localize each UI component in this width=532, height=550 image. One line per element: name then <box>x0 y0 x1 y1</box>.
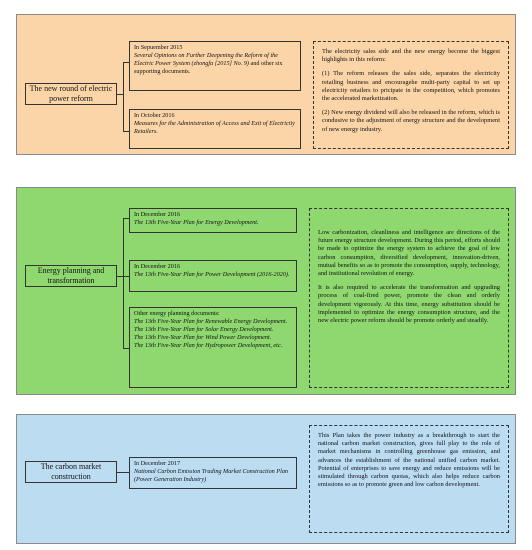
document-date: Other energy planning documents: <box>134 310 220 317</box>
document-box <box>129 109 301 149</box>
category-label: The carbon market construction <box>40 462 102 481</box>
category-label: Energy planning and transformation <box>37 266 105 285</box>
category-label: The new round of electric power reform <box>29 84 113 103</box>
document-title: The 13th Five-Year Plan for Energy Development. <box>134 219 259 226</box>
category-box-energy-planning <box>25 265 117 287</box>
document-title: Several Opinions on Further Deepening the Reform of the Electric Power System (zhongfa [2015] No. 9) <box>134 52 279 67</box>
document-date: In December 2016 <box>134 211 181 218</box>
document-suffix: and other six supporting documents. <box>134 60 283 75</box>
connector-line <box>117 472 129 473</box>
panel-power-reform <box>16 14 516 155</box>
document-title: National Carbon Emission Trading Market Construction Plan (Power Generation Industry) <box>134 468 289 483</box>
document-date: In Sepuember 2015 <box>134 44 183 51</box>
highlight-text: The electricity sales side and the new energy become the biggest highlights in this reform: <box>322 48 500 64</box>
highlights-box <box>309 425 509 533</box>
document-box <box>129 41 301 91</box>
document-date: In October 2016 <box>134 112 175 119</box>
highlight-text: This Plan takes the power industry as a breakthrough to start the national carbon market construction, gives full play to the role of market mechanisms in controlling greenhouse gas emission, and advances the establishment of the national unified carbon market. Potential of enterprises to save energy and reduce emissions will be stimulated through carbon quotas, which also helps reduce carbon emissions so as to promote green and low carbon development. <box>318 432 500 489</box>
highlight-text: (2) New energy dividend will also be released in the reform, which is condusive to the adjustment of energy structure and the development of new energy industry. <box>322 109 500 133</box>
highlight-text: Low carbonization, cleanliness and intelligence are directions of the future energy structure development. During this period, efforts should be made to optimize the energy system to achieve the goal of low carbon consumption, diversified development, innovation-driven, mutual benefits so as to promote the consumption, supply, technology, and institutional revolution of energy. <box>318 229 500 278</box>
document-box <box>129 457 297 489</box>
document-title: The 13th Five-Year Plan for Hydropower Development, etc. <box>134 342 283 349</box>
document-title: The 13th Five-Year Plan for Renewable Energy Development. <box>134 318 288 325</box>
document-title: The 13th Five-Year Plan for Power Development (2016-2020). <box>134 271 290 278</box>
document-title: The 13th Five-Year Plan for Wind Power Development. <box>134 334 272 341</box>
document-box <box>129 260 297 292</box>
document-box <box>129 208 297 233</box>
document-date: In December 2016 <box>134 263 181 270</box>
panel-energy-planning <box>16 187 516 395</box>
highlights-box <box>313 41 509 149</box>
document-box <box>129 307 297 388</box>
highlights-box <box>309 208 509 388</box>
highlight-text: (1) The reform releases the sales side, separates the electricity retailing business and encouragehe multi-party capital to set up electricity retailers to pricipate in the competition, which promotes the accelerated marketization. <box>322 70 500 103</box>
document-title: The 13th Five-Year Plan for Solar Energy Development. <box>134 326 274 333</box>
connector-line <box>123 218 124 348</box>
category-box-power-reform <box>25 83 117 105</box>
category-box-carbon-market <box>25 461 117 483</box>
highlight-text: It is also required to accelerate the transformation and upgrading process of coal-fired power, promote the clean and orderly development vigorously. At this time, energy substitution should be implemented to optimize the energy consumption structure, and the new electric power reform should be promote orderly and steadily. <box>318 284 500 325</box>
document-title: Measures for the Administration of Access and Exit of Electricity Retailers. <box>134 120 295 135</box>
document-date: In December 2017 <box>134 460 181 467</box>
panel-carbon-market <box>16 414 516 544</box>
connector-line <box>123 62 124 132</box>
